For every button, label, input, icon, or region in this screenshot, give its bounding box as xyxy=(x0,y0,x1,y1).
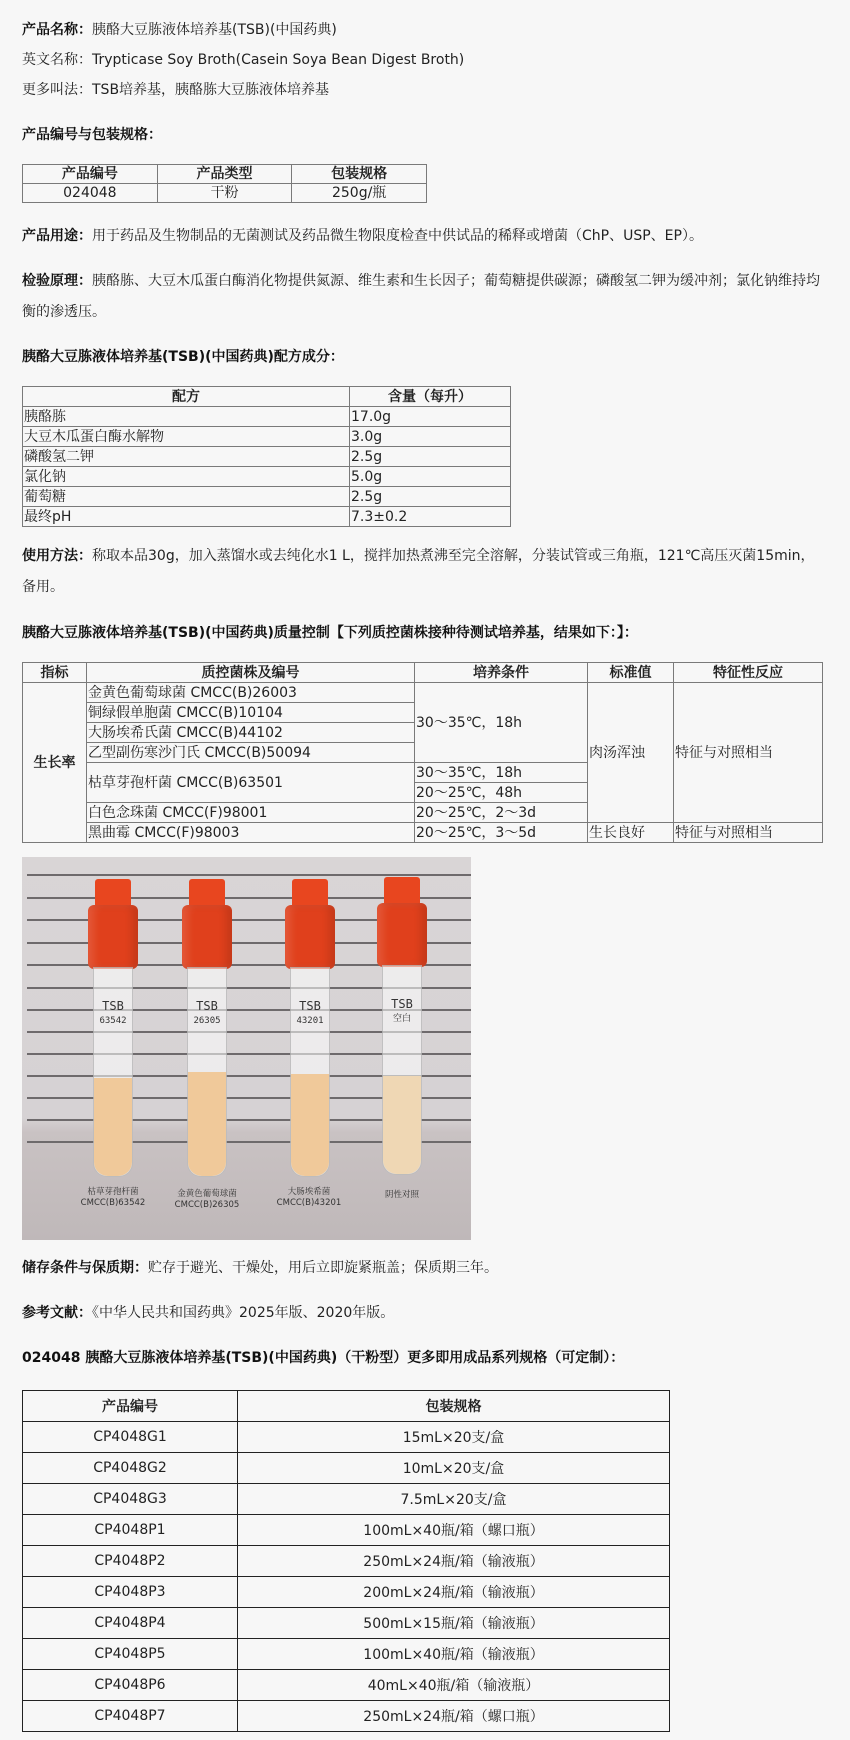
tube-caption-4: 阴性对照 xyxy=(384,1190,419,1200)
strain-cell: 铜绿假单胞菌 CMCC(B)10104 xyxy=(87,703,415,723)
strain-cell: 白色念珠菌 CMCC(F)98001 xyxy=(87,803,415,823)
tube-label: TSB xyxy=(102,999,124,1013)
clear-broth xyxy=(383,1076,421,1174)
alias-value: TSB培养基，胰酪胨大豆胨液体培养基 xyxy=(92,82,330,98)
spec-package: 500mL×15瓶/箱（输液瓶） xyxy=(238,1608,670,1639)
storage-text: 贮存于避光、干燥处，用后立即旋紧瓶盖；保质期三年。 xyxy=(148,1260,498,1276)
header-indicator: 指标 xyxy=(23,663,87,683)
spec-code: CP4048G3 xyxy=(23,1484,238,1515)
table-row xyxy=(23,1670,670,1701)
tube-glass xyxy=(187,967,227,1177)
table-row xyxy=(23,184,427,203)
tube-caption-2: 金黄色葡萄球菌 CMCC(B)26305 xyxy=(174,1189,240,1210)
reaction-cell: 特征与对照相当 xyxy=(674,823,823,843)
tube-glass xyxy=(93,967,133,1177)
table-row xyxy=(23,1453,670,1484)
spec-package: 7.5mL×20支/盒 xyxy=(238,1484,670,1515)
tube-code: 26305 xyxy=(193,1016,221,1026)
strain-cell: 乙型副伤寒沙门氏 CMCC(B)50094 xyxy=(87,743,415,763)
indicator-cell: 生长率 xyxy=(23,683,87,843)
test-tubes-photo xyxy=(22,857,471,1240)
principle-text: 胰酪胨、大豆木瓜蛋白酶消化物提供氮源、维生素和生长因子；葡萄糖提供碳源；磷酸氢二钾为缓冲剂；氯化钠维持均衡的渗透压。 xyxy=(22,273,820,320)
table-row xyxy=(23,683,823,703)
spec-code: CP4048P2 xyxy=(23,1546,238,1577)
tube-cap-body xyxy=(88,905,138,969)
table-row xyxy=(23,823,823,843)
tube-glass xyxy=(382,965,422,1175)
ingredient-name: 最终pH xyxy=(23,507,350,527)
tube-code: 63542 xyxy=(99,1016,127,1026)
condition-cell: 20～25℃，48h xyxy=(415,783,588,803)
table-row xyxy=(23,467,511,487)
table-row xyxy=(23,1484,670,1515)
ingredient-name: 胰酪胨 xyxy=(23,407,350,427)
table-row xyxy=(23,407,511,427)
formula-table xyxy=(22,386,511,527)
spec-code: CP4048P4 xyxy=(23,1608,238,1639)
storage-paragraph xyxy=(22,1258,828,1278)
turbid-broth xyxy=(291,1074,329,1176)
table-row xyxy=(23,487,511,507)
usage-text: 用于药品及生物制品的无菌测试及药品微生物限度检查中供试品的稀释或增菌（ChP、USP、EP）。 xyxy=(92,228,703,244)
header-package-spec: 包装规格 xyxy=(238,1391,670,1422)
header-product-number: 产品编号 xyxy=(23,1391,238,1422)
standard-cell: 生长良好 xyxy=(588,823,674,843)
background-line xyxy=(27,874,471,876)
spec-package: 250mL×24瓶/箱（输液瓶） xyxy=(238,1546,670,1577)
method-text: 称取本品30g，加入蒸馏水或去纯化水1 L，搅拌加热煮沸至完全溶解，分装试管或三角瓶，121℃高压灭菌15min，备用。 xyxy=(22,548,815,595)
table-row xyxy=(23,1608,670,1639)
english-name-line xyxy=(22,50,828,70)
condition-cell: 30～35℃，18h xyxy=(415,683,588,763)
tube-cap-body xyxy=(285,905,335,969)
tube-caption-1: 枯草芽孢杆菌 CMCC(B)63542 xyxy=(80,1187,146,1208)
table-row xyxy=(23,1701,670,1732)
header-package-spec: 包装规格 xyxy=(292,165,427,184)
turbid-broth xyxy=(94,1078,132,1176)
header-reaction: 特征性反应 xyxy=(674,663,823,683)
strain-cell: 黑曲霉 CMCC(F)98003 xyxy=(87,823,415,843)
ingredient-amount: 2.5g xyxy=(350,487,511,507)
english-name-label: 英文名称： xyxy=(22,52,92,68)
storage-label: 储存条件与保质期： xyxy=(22,1260,148,1276)
principle-paragraph xyxy=(22,266,820,328)
ingredient-amount: 17.0g xyxy=(350,407,511,427)
ingredient-name: 大豆木瓜蛋白酶水解物 xyxy=(23,427,350,447)
ingredient-name: 氯化钠 xyxy=(23,467,350,487)
spec-code: CP4048P6 xyxy=(23,1670,238,1701)
table-row xyxy=(23,447,511,467)
spec-code: CP4048P5 xyxy=(23,1639,238,1670)
alias-line xyxy=(22,80,828,100)
tube-caption-3: 大肠埃希菌 CMCC(B)43201 xyxy=(276,1187,342,1208)
cell-product-number: 024048 xyxy=(23,184,158,203)
cell-product-type: 干粉 xyxy=(157,184,292,203)
reference-label: 参考文献： xyxy=(22,1305,92,1321)
strain-cell: 枯草芽孢杆菌 CMCC(B)63501 xyxy=(87,763,415,803)
turbid-broth xyxy=(188,1072,226,1176)
spec-code: CP4048G2 xyxy=(23,1453,238,1484)
reaction-cell: 特征与对照相当 xyxy=(674,683,823,823)
table-header-row xyxy=(23,663,823,683)
header-amount: 含量（每升） xyxy=(350,387,511,407)
header-strain: 质控菌株及编号 xyxy=(87,663,415,683)
ingredient-amount: 2.5g xyxy=(350,447,511,467)
tube-cap xyxy=(292,879,328,907)
product-name-label: 产品名称： xyxy=(22,22,92,38)
spec-package: 40mL×40瓶/箱（输液瓶） xyxy=(238,1670,670,1701)
usage-paragraph xyxy=(22,226,828,246)
spec-code: CP4048G1 xyxy=(23,1422,238,1453)
table-row xyxy=(23,1515,670,1546)
product-number-heading: 产品编号与包装规格： xyxy=(22,127,162,143)
principle-label: 检验原理： xyxy=(22,273,92,289)
specs-table xyxy=(22,1390,670,1732)
tube-glass xyxy=(290,967,330,1177)
table-header-row xyxy=(23,1391,670,1422)
tube-cap-body xyxy=(377,903,427,967)
table-row xyxy=(23,1577,670,1608)
table-row xyxy=(23,507,511,527)
table-row xyxy=(23,427,511,447)
table-row xyxy=(23,1639,670,1670)
spec-package: 200mL×24瓶/箱（输液瓶） xyxy=(238,1577,670,1608)
english-name-value: Trypticase Soy Broth(Casein Soya Bean Digest Broth) xyxy=(92,52,465,68)
method-label: 使用方法： xyxy=(22,548,92,564)
table-header-row xyxy=(23,165,427,184)
method-paragraph xyxy=(22,541,820,603)
ingredient-amount: 3.0g xyxy=(350,427,511,447)
strain-cell: 大肠埃希氏菌 CMCC(B)44102 xyxy=(87,723,415,743)
ingredient-amount: 7.3±0.2 xyxy=(350,507,511,527)
tube-code: 43201 xyxy=(296,1016,324,1026)
standard-cell: 肉汤浑浊 xyxy=(588,683,674,823)
spec-code: CP4048P1 xyxy=(23,1515,238,1546)
header-product-number: 产品编号 xyxy=(23,165,158,184)
spec-package: 10mL×20支/盒 xyxy=(238,1453,670,1484)
product-name-value: 胰酪大豆胨液体培养基(TSB)(中国药典) xyxy=(92,22,337,38)
tube-cap-body xyxy=(182,905,232,969)
spec-package: 100mL×40瓶/箱（螺口瓶） xyxy=(238,1515,670,1546)
header-condition: 培养条件 xyxy=(415,663,588,683)
table-header-row xyxy=(23,387,511,407)
reference-text: 《中华人民共和国药典》2025年版、2020年版。 xyxy=(92,1305,395,1321)
spec-package: 100mL×40瓶/箱（输液瓶） xyxy=(238,1639,670,1670)
product-number-table xyxy=(22,164,427,203)
tube-label: TSB xyxy=(299,999,321,1013)
tube-cap xyxy=(189,879,225,907)
condition-cell: 30～35℃，18h xyxy=(415,763,588,783)
spec-package: 15mL×20支/盒 xyxy=(238,1422,670,1453)
spec-package: 250mL×24瓶/箱（螺口瓶） xyxy=(238,1701,670,1732)
tube-cap xyxy=(95,879,131,907)
tube-label: TSB xyxy=(196,999,218,1013)
strain-cell: 金黄色葡萄球菌 CMCC(B)26003 xyxy=(87,683,415,703)
spec-code: CP4048P3 xyxy=(23,1577,238,1608)
tube-cap xyxy=(384,877,420,905)
qc-heading: 胰酪大豆胨液体培养基(TSB)(中国药典)质量控制【下列质控菌株接种待测试培养基，结果如下：】： xyxy=(22,625,638,641)
table-row xyxy=(23,1422,670,1453)
specs-heading: 024048 胰酪大豆胨液体培养基(TSB)(中国药典)（干粉型）更多即用成品系列规格（可定制）： xyxy=(22,1350,625,1366)
qc-table xyxy=(22,662,823,843)
header-standard: 标准值 xyxy=(588,663,674,683)
condition-cell: 20～25℃，3～5d xyxy=(415,823,588,843)
formula-heading: 胰酪大豆胨液体培养基(TSB)(中国药典)配方成分： xyxy=(22,349,344,365)
condition-cell: 20～25℃，2～3d xyxy=(415,803,588,823)
reference-paragraph xyxy=(22,1303,828,1323)
ingredient-amount: 5.0g xyxy=(350,467,511,487)
product-name-line xyxy=(22,20,828,40)
cell-package-spec: 250g/瓶 xyxy=(292,184,427,203)
tube-code: 空白 xyxy=(392,1014,411,1024)
tube-label: TSB xyxy=(391,997,413,1011)
usage-label: 产品用途： xyxy=(22,228,92,244)
alias-label: 更多叫法： xyxy=(22,82,92,98)
ingredient-name: 葡萄糖 xyxy=(23,487,350,507)
header-formula: 配方 xyxy=(23,387,350,407)
ingredient-name: 磷酸氢二钾 xyxy=(23,447,350,467)
spec-code: CP4048P7 xyxy=(23,1701,238,1732)
table-row xyxy=(23,1546,670,1577)
header-product-type: 产品类型 xyxy=(157,165,292,184)
